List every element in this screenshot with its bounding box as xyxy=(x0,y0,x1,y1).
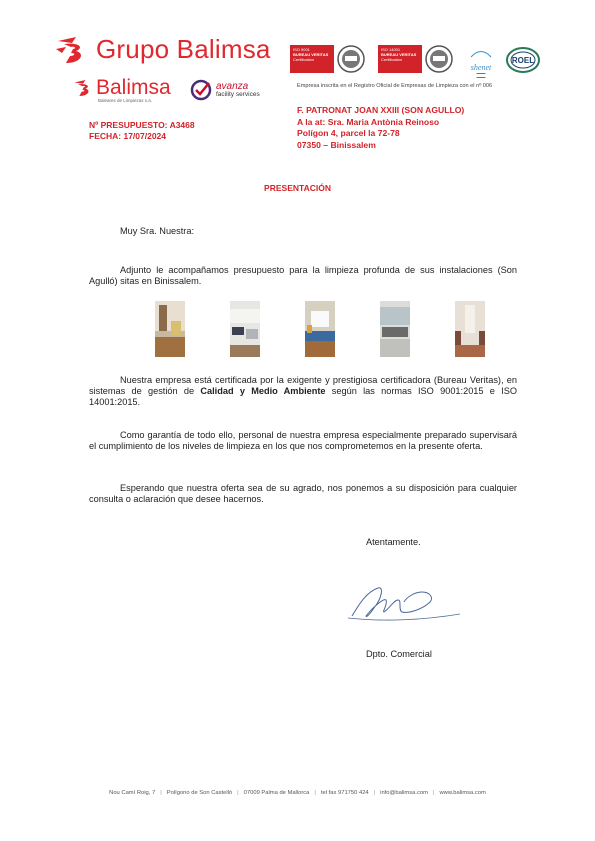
footer-separator: | xyxy=(237,790,239,796)
department: Dpto. Comercial xyxy=(366,649,432,659)
client-address xyxy=(297,105,464,151)
client-street: Polígon 4, parcel la 72-78 xyxy=(297,128,400,139)
cert1-line: BUREAU VERITAS xyxy=(293,52,329,57)
shenet-name: shenet xyxy=(470,63,492,72)
facility-photo xyxy=(380,301,410,357)
paragraph-1-text: Adjunto le acompañamos presupuesto para la limpieza profunda de sus instalaciones (Son Agulló) sitas en Binissalem. xyxy=(89,265,517,287)
balimsa-small-mark-icon xyxy=(72,78,94,98)
handwritten-signature xyxy=(344,578,464,628)
cert2-line: Certification xyxy=(381,57,403,62)
budget-date: FECHA: 17/07/2024 xyxy=(89,131,167,142)
greeting xyxy=(89,226,517,237)
footer-phone: tel fax 971750 424 xyxy=(320,790,369,796)
grupo-balimsa-logo xyxy=(54,34,271,65)
avanza-check-icon xyxy=(190,79,212,101)
client-name: F. PATRONAT JOAN XXIII (SON AGULLO) xyxy=(297,105,465,115)
cert2-line: BUREAU VERITAS xyxy=(381,52,417,57)
footer-separator: | xyxy=(373,790,376,796)
budget-number: Nº PRESUPUESTO: A3468 xyxy=(89,120,195,130)
footer-industrial-estate: Polígono de Son Castelló xyxy=(166,790,233,796)
roel-name: ROEL xyxy=(511,56,535,65)
footer-separator: | xyxy=(432,790,435,796)
paragraph-4-text: Esperando que nuestra oferta sea de su agrado, nos ponemos a su disposición para cualquier consulta o aclaración que desee hacernos. xyxy=(89,483,517,505)
facility-photo xyxy=(230,301,260,357)
paragraph-3-text: Como garantía de todo ello, personal de nuestra empresa especialmente preparado supervisará el cumplimiento de los niveles de limpieza en los que nos comprometemos en la presente oferta. xyxy=(89,430,517,452)
paragraph-4 xyxy=(89,483,517,505)
avanza-logo xyxy=(190,79,260,101)
footer-city: 07009 Palma de Mallorca xyxy=(243,790,310,796)
bureau-veritas-badge xyxy=(378,45,422,73)
client-city: 07350 – Binissalem xyxy=(297,139,376,150)
client-attention: A la at: Sra. Maria Antònia Reinoso xyxy=(297,116,440,127)
bureau-veritas-badge xyxy=(290,45,334,73)
cert1-line: ISO 9001 xyxy=(293,47,310,52)
bureau-veritas-seal-icon xyxy=(424,44,454,74)
facility-photo xyxy=(455,301,485,357)
avanza-name: avanza xyxy=(216,80,249,92)
footer xyxy=(0,790,595,796)
footer-separator: | xyxy=(314,790,316,796)
avanza-subtitle: facility services xyxy=(216,90,260,98)
facility-photos xyxy=(155,301,485,357)
balimsa-logo xyxy=(72,76,171,103)
paragraph-1 xyxy=(89,265,517,287)
paragraph-2 xyxy=(89,375,517,409)
brand-name: Balimsa xyxy=(96,76,171,99)
registry-note: Empresa inscrita en el Registro Oficial de Empresas de Limpieza con el nº 006 xyxy=(297,83,493,89)
budget-references xyxy=(89,120,195,143)
shenet-logo xyxy=(466,45,496,77)
footer-email-link[interactable]: info@balimsa.com xyxy=(380,790,428,796)
facility-photo xyxy=(305,301,335,357)
closing: Atentamente. xyxy=(366,537,421,547)
footer-website-link[interactable]: www.balimsa.com xyxy=(439,790,486,796)
shenet-subtext-icon: ▬▬▬ ▬▬▬ xyxy=(476,71,486,79)
group-name: Grupo Balimsa xyxy=(96,34,271,64)
balimsa-logo-mark-icon xyxy=(54,35,90,65)
paragraph-3 xyxy=(89,430,517,452)
quality-environment-emphasis: Calidad y Medio Ambiente xyxy=(200,386,326,397)
shenet-arc-icon xyxy=(469,48,493,58)
footer-separator: | xyxy=(160,790,162,796)
iso-14001-certification xyxy=(378,44,454,74)
paragraph-2-text: Nuestra empresa está certificada por la exigente y prestigiosa certificadora (Bureau Veritas), en sistemas de gestión de xyxy=(89,375,517,397)
document-title: PRESENTACIÓN xyxy=(264,183,331,193)
brand-subtitle: Baleares de Limpiezas s.a. xyxy=(98,98,153,103)
footer-address: Nou Camí Roig, 7 xyxy=(109,790,156,796)
facility-photo xyxy=(155,301,185,357)
greeting-text: Muy Sra. Nuestra: xyxy=(120,226,195,236)
bureau-veritas-seal-icon xyxy=(336,44,366,74)
iso-9001-certification xyxy=(290,44,366,74)
cert2-line: ISO 14001 xyxy=(381,47,401,52)
roel-logo-icon xyxy=(505,46,541,74)
cert1-line: Certification xyxy=(293,57,315,62)
paragraph-2-tail: según las normas ISO 9001:2015 e ISO 14001:2015. xyxy=(89,386,517,408)
